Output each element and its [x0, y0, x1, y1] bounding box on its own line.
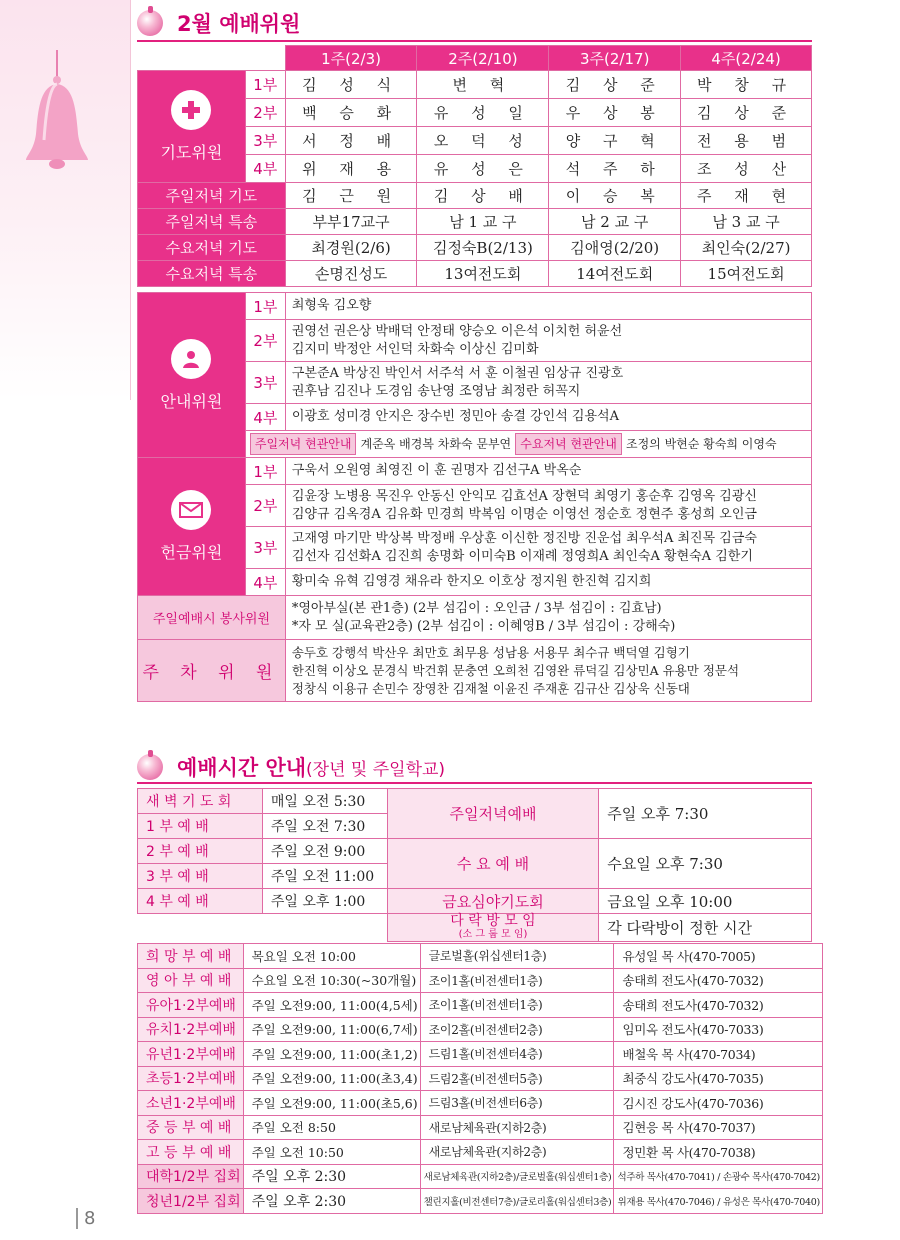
dept-contact: 석주하 목사(470-7041) / 손광수 목사(470-7042) — [614, 1164, 822, 1189]
table-row: 2 부 예 배 주일 오전 9:00 수 요 예 배 수요일 오후 7:30 — [138, 839, 812, 864]
dept-contact: 배철욱 목 사(470-7034) — [614, 1042, 822, 1067]
table-row: 3 부 예 배 주일 오전 11:00 — [138, 864, 812, 889]
dept-place: 드림1홀(비전센터4층) — [420, 1042, 614, 1067]
table-row — [138, 1042, 823, 1067]
dept-contact: 유성일 목 사(470-7005) — [614, 944, 822, 969]
dept-contact: 정민환 목 사(470-7038) — [614, 1140, 822, 1165]
table-row: 2부 백 승 화 유 성 일 우 상 봉 김 상 준 — [138, 99, 812, 127]
table-row: 2부 권영선 권은상 박배덕 안정태 양승오 이은석 이치헌 허윤선 김지미 박정안 서인덕 차화숙 이상신 김미화 — [138, 320, 812, 362]
dept-time: 주일 오후 2:30 — [243, 1164, 420, 1189]
dept-time: 주일 오전9:00, 11:00(6,7세) — [243, 1017, 420, 1042]
table-row: 주일저녁 현관안내 계준옥 배경복 차화숙 문부연 수요저녁 현관안내 조정의 박현순 황숙희 이영숙 — [138, 431, 812, 458]
dept-contact: 최중식 강도사(470-7035) — [614, 1066, 822, 1091]
dept-label: 소년1·2부예배 — [138, 1091, 244, 1116]
dept-time: 주일 오전9:00, 11:00(초3,4) — [243, 1066, 420, 1091]
table-row: 헌금위원 1부 구욱서 오원영 최영진 이 훈 권명자 김선구A 박옥순 — [138, 458, 812, 485]
part-label: 4부 — [245, 155, 285, 183]
table-row: 수요저녁 기도 최경원(2/6) 김정숙B(2/13) 김애영(2/20) 최인숙(2/27) — [138, 235, 812, 261]
part-label: 2부 — [245, 320, 285, 362]
department-schedule-table — [137, 943, 823, 1214]
table-row: 새 벽 기 도 회 매일 오전 5:30 주일저녁예배 주일 오후 7:30 — [138, 789, 812, 814]
table-row — [138, 1189, 823, 1214]
apple-icon — [137, 10, 163, 36]
table-row: 주일저녁 특송 부부17교구 남 1 교 구 남 2 교 구 남 3 교 구 — [138, 209, 812, 235]
dept-place: 조이1홀(비전센터1층) — [420, 968, 614, 993]
part-label: 1부 — [245, 71, 285, 99]
page-number: 8 — [76, 1208, 95, 1229]
part-label: 1부 — [245, 293, 285, 320]
table-row — [138, 1091, 823, 1116]
table-row: 4부 황미숙 유혁 김영경 채유라 한지오 이호상 정지원 한진혁 김지희 — [138, 569, 812, 596]
dept-contact: 임미옥 전도사(470-7033) — [614, 1017, 822, 1042]
dept-contact: 김현응 목 사(470-7037) — [614, 1115, 822, 1140]
table-row: 3부 고재영 마기만 박상복 박정배 우상훈 이신한 정진방 진운섭 최우석A 최진목 김금숙 김선자 김선화A 김진희 송명화 이미숙B 이재례 정영희A 최인숙A 황현숙A 김한기 — [138, 527, 812, 569]
dept-time: 수요일 오전 10:30(~30개월) — [243, 968, 420, 993]
dept-place: 드림2홀(비전센터5층) — [420, 1066, 614, 1091]
table-row — [138, 993, 823, 1018]
table-row: 다 락 방 모 임 (소 그 룹 모 임) 각 다락방이 정한 시간 — [138, 914, 812, 942]
title-underline — [137, 40, 812, 42]
part-label: 3부 — [245, 127, 285, 155]
weeks-header-row — [138, 46, 812, 71]
table-row — [138, 1140, 823, 1165]
prayer-table — [137, 45, 812, 287]
dept-label: 청년1/2부 집회 — [138, 1189, 244, 1214]
parking-label: 주 차 위 원 — [138, 640, 286, 702]
dept-label: 희 망 부 예 배 — [138, 944, 244, 969]
table-row: 수요저녁 특송 손명진성도 13여전도회 14여전도회 15여전도회 — [138, 261, 812, 287]
dept-time: 주일 오전 10:50 — [243, 1140, 420, 1165]
usher-group-cell: 안내위원 — [138, 293, 246, 458]
table-row: 1 부 예 배 주일 오전 7:30 — [138, 814, 812, 839]
table-row — [138, 1115, 823, 1140]
part-label: 1부 — [245, 458, 285, 485]
department-rows — [138, 944, 823, 1214]
row-label: 주일저녁 기도 — [138, 183, 286, 209]
row-label: 주일저녁 특송 — [138, 209, 286, 235]
usher-offering-table — [137, 292, 812, 702]
table-row — [138, 1066, 823, 1091]
dept-label: 유아1·2부예배 — [138, 993, 244, 1018]
week-header: 1주(2/3) — [285, 46, 417, 71]
table-row: 4부 위 재 용 유 성 은 석 주 하 조 성 산 — [138, 155, 812, 183]
part-label: 3부 — [245, 527, 285, 569]
table-row: 4부 이광호 성미경 안지은 장수빈 정민아 송결 강인석 김용석A — [138, 404, 812, 431]
sunday-evening-usher-label: 주일저녁 현관안내 — [250, 433, 357, 455]
dept-time: 주일 오전 8:50 — [243, 1115, 420, 1140]
table-row — [138, 944, 823, 969]
part-label: 4부 — [245, 404, 285, 431]
dept-contact: 송태희 전도사(470-7032) — [614, 993, 822, 1018]
person-icon — [171, 339, 211, 379]
dept-label: 영 아 부 예 배 — [138, 968, 244, 993]
dept-contact: 김시진 강도사(470-7036) — [614, 1091, 822, 1116]
prayer-section-title: 2월 예배위원 — [137, 8, 300, 38]
dept-place: 글로벌홀(위십센터1층) — [420, 944, 614, 969]
part-label: 2부 — [245, 99, 285, 127]
dept-time: 주일 오전9:00, 11:00(초5,6) — [243, 1091, 420, 1116]
dept-place: 조이1홀(비전센터1층) — [420, 993, 614, 1018]
table-row: 안내위원 1부 최형욱 김오향 — [138, 293, 812, 320]
part-label: 3부 — [245, 362, 285, 404]
dept-label: 초등1·2부예배 — [138, 1066, 244, 1091]
part-label: 4부 — [245, 569, 285, 596]
table-row — [138, 1017, 823, 1042]
part-label: 2부 — [245, 485, 285, 527]
dept-label: 유치1·2부예배 — [138, 1017, 244, 1042]
dept-label: 유년1·2부예배 — [138, 1042, 244, 1067]
dept-label: 중 등 부 예 배 — [138, 1115, 244, 1140]
week-header: 3주(2/17) — [549, 46, 681, 71]
bell-icon — [22, 50, 92, 180]
offering-group-cell: 헌금위원 — [138, 458, 246, 596]
dept-place: 새로남체육관(지하2층) — [420, 1115, 614, 1140]
dept-place: 새로남체육관(지하2층)/글로벌홀(워십센터1층) — [420, 1164, 614, 1189]
dept-contact: 송태희 전도사(470-7032) — [614, 968, 822, 993]
row-label: 수요저녁 기도 — [138, 235, 286, 261]
dept-place: 챌린지홀(비전센터7층)/글로리홀(워십센터3층) — [420, 1189, 614, 1214]
table-row — [138, 968, 823, 993]
schedule-section-title: 예배시간 안내 (장년 및 주일학교) — [137, 752, 445, 782]
table-row: 3부 서 정 배 오 덕 성 양 구 혁 전 용 범 — [138, 127, 812, 155]
dept-time: 주일 오전9:00, 11:00(4,5세) — [243, 993, 420, 1018]
apple-icon — [137, 754, 163, 780]
table-row: 2부 김윤장 노병용 목진우 안동신 안익모 김효선A 장현덕 최영기 홍순후 김영옥 김광신 김양규 김옥경A 김유화 민경희 박복임 이명순 이영선 정순호 정현주 홍성희 오인금 — [138, 485, 812, 527]
table-row: 기도위원 1부 김 성 식 변 혁 김 상 준 박 창 규 — [138, 71, 812, 99]
dept-label: 대학1/2부 집회 — [138, 1164, 244, 1189]
dept-place: 조이2홀(비전센터2층) — [420, 1017, 614, 1042]
table-row: 주일예배시 봉사위원 *영아부실(본 관1층) (2부 섬김이 : 오인금 / 3부 섬김이 : 김효남) *자 모 실(교육관2층) (2부 섬김이 : 이혜영B / 3부 섬김이 : 강해숙) — [138, 596, 812, 640]
dept-place: 드림3홀(비전센터6층) — [420, 1091, 614, 1116]
title-underline — [137, 782, 812, 784]
dept-label: 고 등 부 예 배 — [138, 1140, 244, 1165]
table-row: 주일저녁 기도 김 근 원 김 상 배 이 승 복 주 재 현 — [138, 183, 812, 209]
divider — [130, 0, 131, 400]
dept-time: 주일 오후 2:30 — [243, 1189, 420, 1214]
table-row: 4 부 예 배 주일 오후 1:00 금요심야기도회 금요일 오후 10:00 — [138, 889, 812, 914]
cross-icon — [171, 90, 211, 130]
envelope-icon — [171, 490, 211, 530]
prayer-group-cell: 기도위원 — [138, 71, 246, 183]
row-label: 수요저녁 특송 — [138, 261, 286, 287]
table-row: 3부 구본준A 박상진 박인서 서주석 서 훈 이철권 임상규 진광호 권후남 김진나 도경임 송난영 조영남 최정란 허꼭지 — [138, 362, 812, 404]
dept-time: 목요일 오전 10:00 — [243, 944, 420, 969]
table-row — [138, 1164, 823, 1189]
dept-contact: 위재용 목사(470-7046) / 유성은 목사(470-7040) — [614, 1189, 822, 1214]
wednesday-evening-usher-label: 수요저녁 현관안내 — [515, 433, 622, 455]
dept-time: 주일 오전9:00, 11:00(초1,2) — [243, 1042, 420, 1067]
schedule-table — [137, 788, 812, 942]
week-header: 2주(2/10) — [417, 46, 549, 71]
week-header: 4주(2/24) — [681, 46, 812, 71]
dept-place: 새로남체육관(지하2층) — [420, 1140, 614, 1165]
volunteer-label: 주일예배시 봉사위원 — [138, 596, 286, 640]
table-row: 주 차 위 원 송두호 강행석 박산우 최만호 최무용 성남용 서용무 최수규 백덕열 김형기 한진혁 이상오 문경식 박건휘 문충연 오희천 김영완 류덕길 김상민A 유용만 정문석 정창식 이용규 손민수 장영찬 김재철 이윤진 주재훈 김규산 김상욱 신동대 — [138, 640, 812, 702]
